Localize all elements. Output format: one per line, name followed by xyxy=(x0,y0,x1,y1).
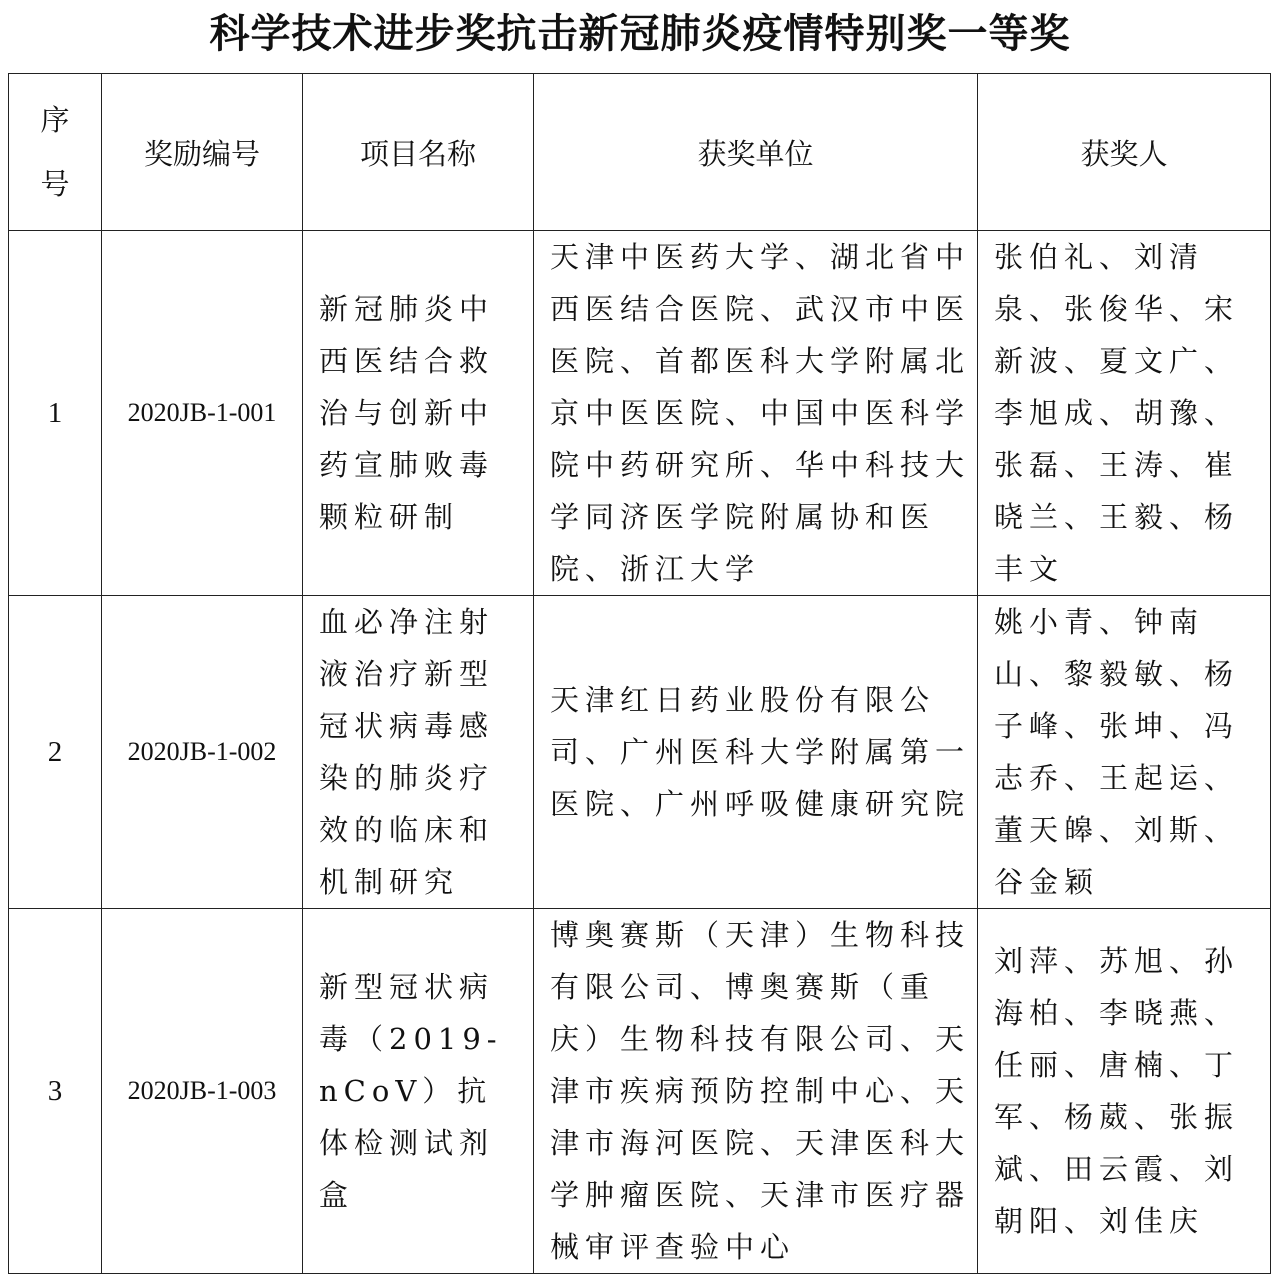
row-units xyxy=(534,596,978,909)
row-units-text: 天津红日药业股份有限公司、广州医科大学附属第一医院、广州呼吸健康研究院 xyxy=(550,683,971,821)
row-people xyxy=(978,231,1271,596)
header-people: 获奖人 xyxy=(978,74,1271,231)
header-seq xyxy=(9,74,102,231)
row-project-name xyxy=(303,596,534,909)
row-units xyxy=(534,231,978,596)
header-name: 项目名称 xyxy=(303,74,534,231)
header-seq-bottom: 号 xyxy=(40,167,70,201)
row-people-text: 刘萍、苏旭、孙海柏、李晓燕、任丽、唐楠、丁军、杨葳、张振斌、田云霞、刘朝阳、刘佳庆 xyxy=(994,944,1240,1238)
row-project-name-text: 血必净注射液治疗新型冠状病毒感染的肺炎疗效的临床和机制研究 xyxy=(319,605,495,899)
row-people xyxy=(978,596,1271,909)
row-code: 2020JB-1-002 xyxy=(102,596,303,909)
page-title: 科学技术进步奖抗击新冠肺炎疫情特别奖一等奖 xyxy=(209,11,1071,57)
table-row xyxy=(9,909,1271,1274)
row-units-text: 博奥赛斯（天津）生物科技有限公司、博奥赛斯（重庆）生物科技有限公司、天津市疾病预防控制中心、天津市海河医院、天津医科大学肿瘤医院、天津市医疗器械审评查验中心 xyxy=(550,918,971,1264)
row-people-text: 姚小青、钟南山、黎毅敏、杨子峰、张坤、冯志乔、王起运、董天皞、刘斯、谷金颖 xyxy=(994,605,1240,899)
row-units xyxy=(534,909,978,1274)
row-project-name xyxy=(303,231,534,596)
row-people xyxy=(978,909,1271,1274)
table-row xyxy=(9,596,1271,909)
row-project-name xyxy=(303,909,534,1274)
row-code: 2020JB-1-003 xyxy=(102,909,303,1274)
row-seq: 1 xyxy=(9,231,102,596)
row-people-text: 张伯礼、刘清泉、张俊华、宋新波、夏文广、李旭成、胡豫、张磊、王涛、崔晓兰、王毅、杨丰文 xyxy=(994,240,1240,586)
row-project-name-text: 新型冠状病毒（2019-nCoV）抗体检测试剂盒 xyxy=(319,970,503,1212)
table-row xyxy=(9,231,1271,596)
header-seq-top: 序 xyxy=(40,103,70,137)
row-seq: 3 xyxy=(9,909,102,1274)
header-code: 奖励编号 xyxy=(102,74,303,231)
row-project-name-text: 新冠肺炎中西医结合救治与创新中药宣肺败毒颗粒研制 xyxy=(319,292,495,534)
header-unit: 获奖单位 xyxy=(534,74,978,231)
row-seq: 2 xyxy=(9,596,102,909)
header-row xyxy=(9,74,1271,231)
row-units-text: 天津中医药大学、湖北省中西医结合医院、武汉市中医医院、首都医科大学附属北京中医医院、中国中医科学院中药研究所、华中科技大学同济医学院附属协和医院、浙江大学 xyxy=(550,240,971,586)
awards-table xyxy=(8,73,1271,1274)
row-code: 2020JB-1-001 xyxy=(102,231,303,596)
